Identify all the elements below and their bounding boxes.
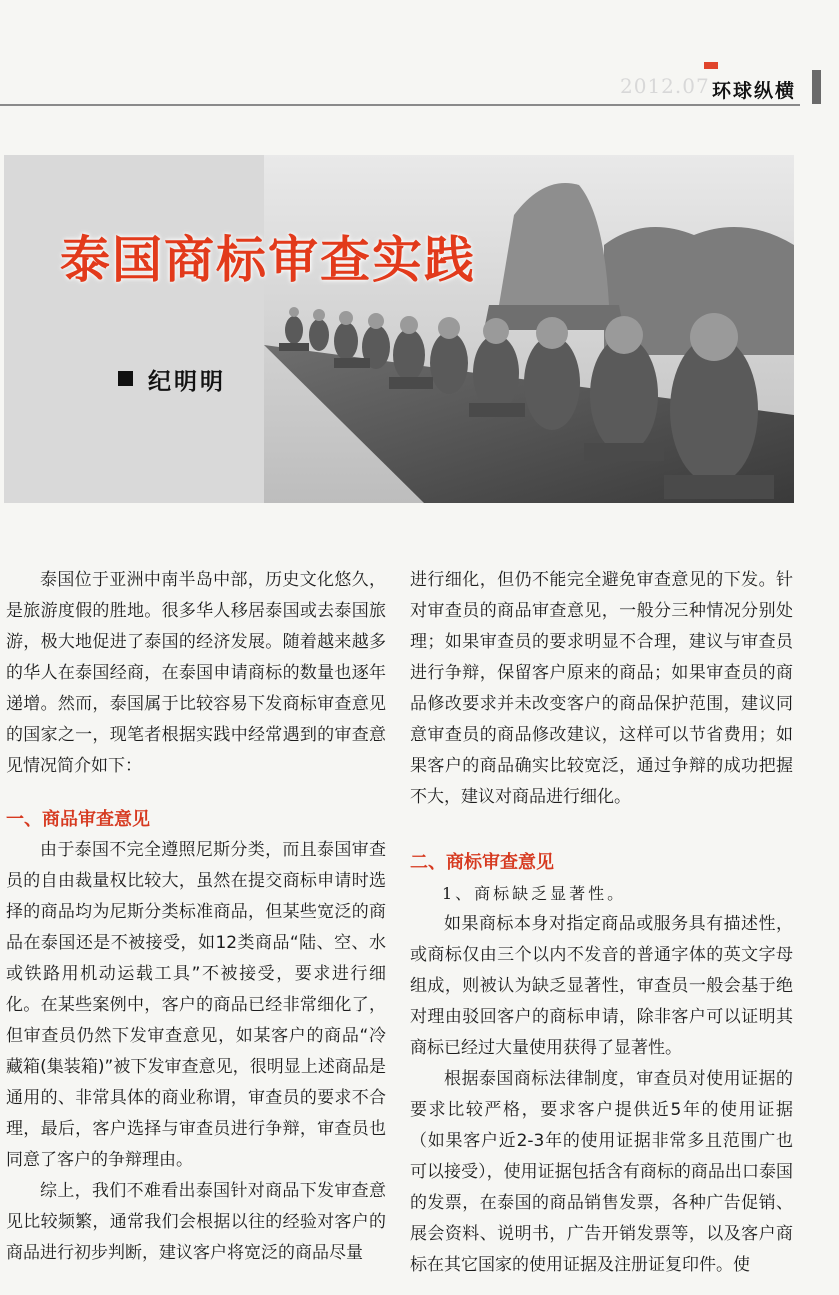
paragraph: 进行细化，但仍不能完全避免审查意见的下发。针对审查员的商品审查意见，一般分三种情况分别处理；如果审查员的要求明显不合理，建议与审查员进行争辩，保留客户原来的商品；如果审查员的商品修改要求并未改变客户的商品保护范围，建议同意审查员的商品修改建议，这样可以节省费用；如果客户的商品确实比较宽泛，通过争辩的成功把握不大，建议对商品进行细化。 <box>410 570 793 807</box>
paragraph: 综上，我们不难看出泰国针对商品下发审查意见比较频繁，通常我们会根据以往的经验对客户的商品进行初步判断，建议客户将宽泛的商品尽量 <box>6 1181 386 1263</box>
paragraph: 由于泰国不完全遵照尼斯分类，而且泰国审查员的自由裁量权比较大，虽然在提交商标申请时选择的商品均为尼斯分类标准商品，但某些宽泛的商品在泰国还是不被接受，如12类商品“陆、空、水或铁路用机动运载工具”不被接受，要求进行细化。在某些案例中，客户的商品已经非常细化了，但审查员仍然下发审查意见，如某客户的商品“冷藏箱(集装箱)”被下发审查意见，很明显上述商品是通用的、非常具体的商业称谓，审查员的要求不合理，最后，客户选择与审查员进行争辩，审查员也同意了客户的争辩理由。 <box>6 840 386 1170</box>
left-column <box>6 565 386 1269</box>
header-edge-bar <box>812 70 821 104</box>
section-heading: 一、商品审查意见 <box>6 809 150 830</box>
header-accent-bar <box>704 62 718 69</box>
header-date: 2012.07 <box>620 74 710 98</box>
author-marker <box>118 371 133 386</box>
section-heading: 二、商标审查意见 <box>410 852 554 873</box>
subsection-heading: 1、商标缺乏显著性。 <box>442 884 627 903</box>
right-column <box>410 565 793 1281</box>
buddha-statues-illustration <box>4 155 794 503</box>
header-rule <box>0 104 800 106</box>
paragraph: 泰国位于亚洲中南半岛中部，历史文化悠久，是旅游度假的胜地。很多华人移居泰国或去泰国旅游，极大地促进了泰国的经济发展。随着越来越多的华人在泰国经商，在泰国申请商标的数量也逐年递增。然而，泰国属于比较容易下发商标审查意见的国家之一，现笔者根据实践中经常遇到的审查意见情况简介如下： <box>6 570 386 776</box>
article-author: 纪明明 <box>148 369 226 395</box>
paragraph: 如果商标本身对指定商品或服务具有描述性，或商标仅由三个以内不发音的普通字体的英文字母组成，则被认为缺乏显著性，审查员一般会基于绝对理由驳回客户的商标申请，除非客户可以证明其商标已经过大量使用获得了显著性。 <box>410 914 793 1058</box>
header-section-title: 环球纵横 <box>712 80 797 102</box>
article-title: 泰国商标审查实践 <box>60 230 476 289</box>
hero-image <box>4 155 794 503</box>
paragraph: 根据泰国商标法律制度，审查员对使用证据的要求比较严格，要求客户提供近5年的使用证据（如果客户近2-3年的使用证据非常多且范围广也可以接受），使用证据包括含有商标的商品出口泰国的发票，在泰国的商品销售发票，各种广告促销、展会资料、说明书，广告开销发票等，以及客户商标在其它国家的使用证据及注册证复印件。使 <box>410 1069 793 1275</box>
